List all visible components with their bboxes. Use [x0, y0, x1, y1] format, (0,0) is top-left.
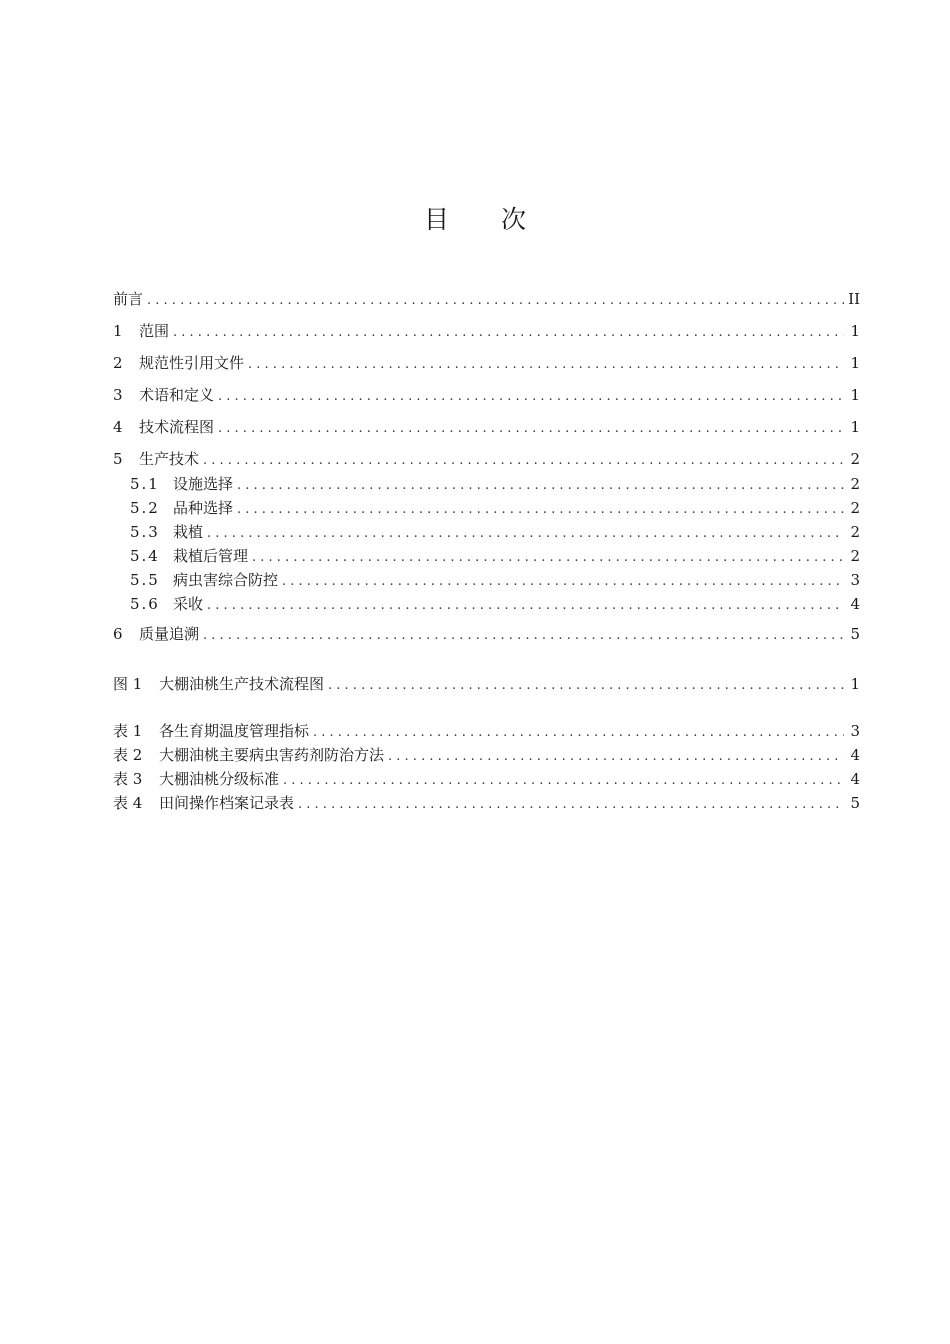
toc-entry-page: 1	[850, 386, 860, 404]
toc-entry-page: 3	[850, 722, 860, 740]
toc-leader-dots	[173, 320, 844, 342]
toc-entry-number: 5.3	[130, 523, 160, 541]
toc-entry-number: 5.6	[130, 595, 160, 613]
toc-entry-number: 5.5	[130, 571, 160, 589]
page-title-char-1: 目	[423, 205, 449, 234]
toc-entry-label: 设施选择	[173, 475, 234, 493]
toc-entry-flowchart[interactable]	[113, 416, 860, 438]
toc-leader-dots	[203, 623, 844, 645]
toc-leader-dots	[237, 473, 844, 495]
toc-leader-dots	[237, 497, 844, 519]
toc-subentry-post-planting-management[interactable]	[130, 545, 860, 567]
toc-entry-page: 3	[850, 571, 860, 589]
toc-subentry-pest-control[interactable]	[130, 569, 860, 591]
toc-entry-page: 2	[850, 547, 860, 565]
toc-leader-dots	[328, 673, 844, 695]
toc-subentry-variety-selection[interactable]	[130, 497, 860, 519]
toc-entry-number: 1	[113, 322, 123, 340]
toc-entry-foreword[interactable]	[113, 288, 860, 310]
toc-leader-dots	[207, 593, 844, 615]
toc-subentry-planting[interactable]	[130, 521, 860, 543]
toc-entry-label: 田间操作档案记录表	[159, 794, 295, 812]
toc-entry-page: 2	[850, 450, 860, 468]
toc-entry-label: 采收	[173, 595, 204, 613]
toc-subentry-facility-selection[interactable]	[130, 473, 860, 495]
toc-entry-number: 4	[113, 418, 123, 436]
toc-entry-label: 大棚油桃分级标准	[159, 770, 280, 788]
toc-entry-number: 表 3	[113, 770, 143, 788]
toc-entry-number: 5.2	[130, 499, 160, 517]
toc-entry-label: 前言	[113, 290, 144, 308]
toc-entry-page: 2	[850, 499, 860, 517]
toc-table-entry[interactable]	[113, 792, 860, 814]
toc-entry-number: 5.4	[130, 547, 160, 565]
toc-table-entry[interactable]	[113, 768, 860, 790]
toc-entry-number: 3	[113, 386, 123, 404]
toc-figure-entry[interactable]	[113, 673, 860, 695]
toc-leader-dots	[248, 352, 844, 374]
toc-entry-number: 表 2	[113, 746, 143, 764]
toc-leader-dots	[218, 416, 844, 438]
toc-entry-page: 5	[850, 794, 860, 812]
toc-leader-dots	[283, 768, 844, 790]
toc-entry-scope[interactable]	[113, 320, 860, 342]
toc-entry-label: 技术流程图	[139, 418, 215, 436]
toc-leader-dots	[147, 288, 844, 310]
toc-leader-dots	[298, 792, 844, 814]
toc-entry-page: 2	[850, 475, 860, 493]
toc-entry-number: 5	[113, 450, 123, 468]
toc-entry-label: 术语和定义	[139, 386, 215, 404]
toc-entry-page: 4	[850, 746, 860, 764]
toc-entry-number: 表 1	[113, 722, 143, 740]
toc-leader-dots	[207, 521, 844, 543]
toc-entry-label: 生产技术	[139, 450, 200, 468]
toc-entry-page: 1	[850, 354, 860, 372]
toc-entry-label: 大棚油桃生产技术流程图	[159, 675, 325, 693]
toc-entry-label: 栽植后管理	[173, 547, 249, 565]
toc-entry-number: 2	[113, 354, 123, 372]
toc-entry-page: 4	[850, 770, 860, 788]
toc-entry-number: 6	[113, 625, 123, 643]
toc-table-entry[interactable]	[113, 720, 860, 742]
toc-entry-label: 各生育期温度管理指标	[159, 722, 310, 740]
toc-entry-page: 1	[850, 418, 860, 436]
toc-entry-page: 1	[850, 322, 860, 340]
toc-table-entry[interactable]	[113, 744, 860, 766]
toc-entry-page: 2	[850, 523, 860, 541]
page-title-char-2: 次	[501, 205, 527, 234]
toc-entry-terms-definitions[interactable]	[113, 384, 860, 406]
toc-entry-number: 表 4	[113, 794, 143, 812]
toc-entry-number: 图 1	[113, 675, 143, 693]
toc-leader-dots	[203, 448, 844, 470]
toc-entry-label: 规范性引用文件	[139, 354, 245, 372]
toc-entry-label: 品种选择	[173, 499, 234, 517]
toc-leader-dots	[313, 720, 844, 742]
toc-entry-number: 5.1	[130, 475, 160, 493]
toc-entry-quality-traceability[interactable]	[113, 623, 860, 645]
toc-entry-normative-references[interactable]	[113, 352, 860, 374]
page-title	[0, 200, 950, 236]
toc-entry-page: II	[848, 290, 860, 308]
toc-leader-dots	[282, 569, 844, 591]
toc-entry-label: 栽植	[173, 523, 204, 541]
toc-leader-dots	[252, 545, 844, 567]
toc-entry-label: 范围	[139, 322, 170, 340]
toc-entry-label: 大棚油桃主要病虫害药剂防治方法	[159, 746, 385, 764]
toc-entry-page: 4	[850, 595, 860, 613]
toc-entry-page: 1	[850, 675, 860, 693]
toc-entry-production-technology[interactable]	[113, 448, 860, 470]
toc-entry-label: 病虫害综合防控	[173, 571, 279, 589]
toc-leader-dots	[218, 384, 844, 406]
toc-subentry-harvest[interactable]	[130, 593, 860, 615]
toc-leader-dots	[388, 744, 844, 766]
toc-entry-page: 5	[850, 625, 860, 643]
toc-entry-label: 质量追溯	[139, 625, 200, 643]
